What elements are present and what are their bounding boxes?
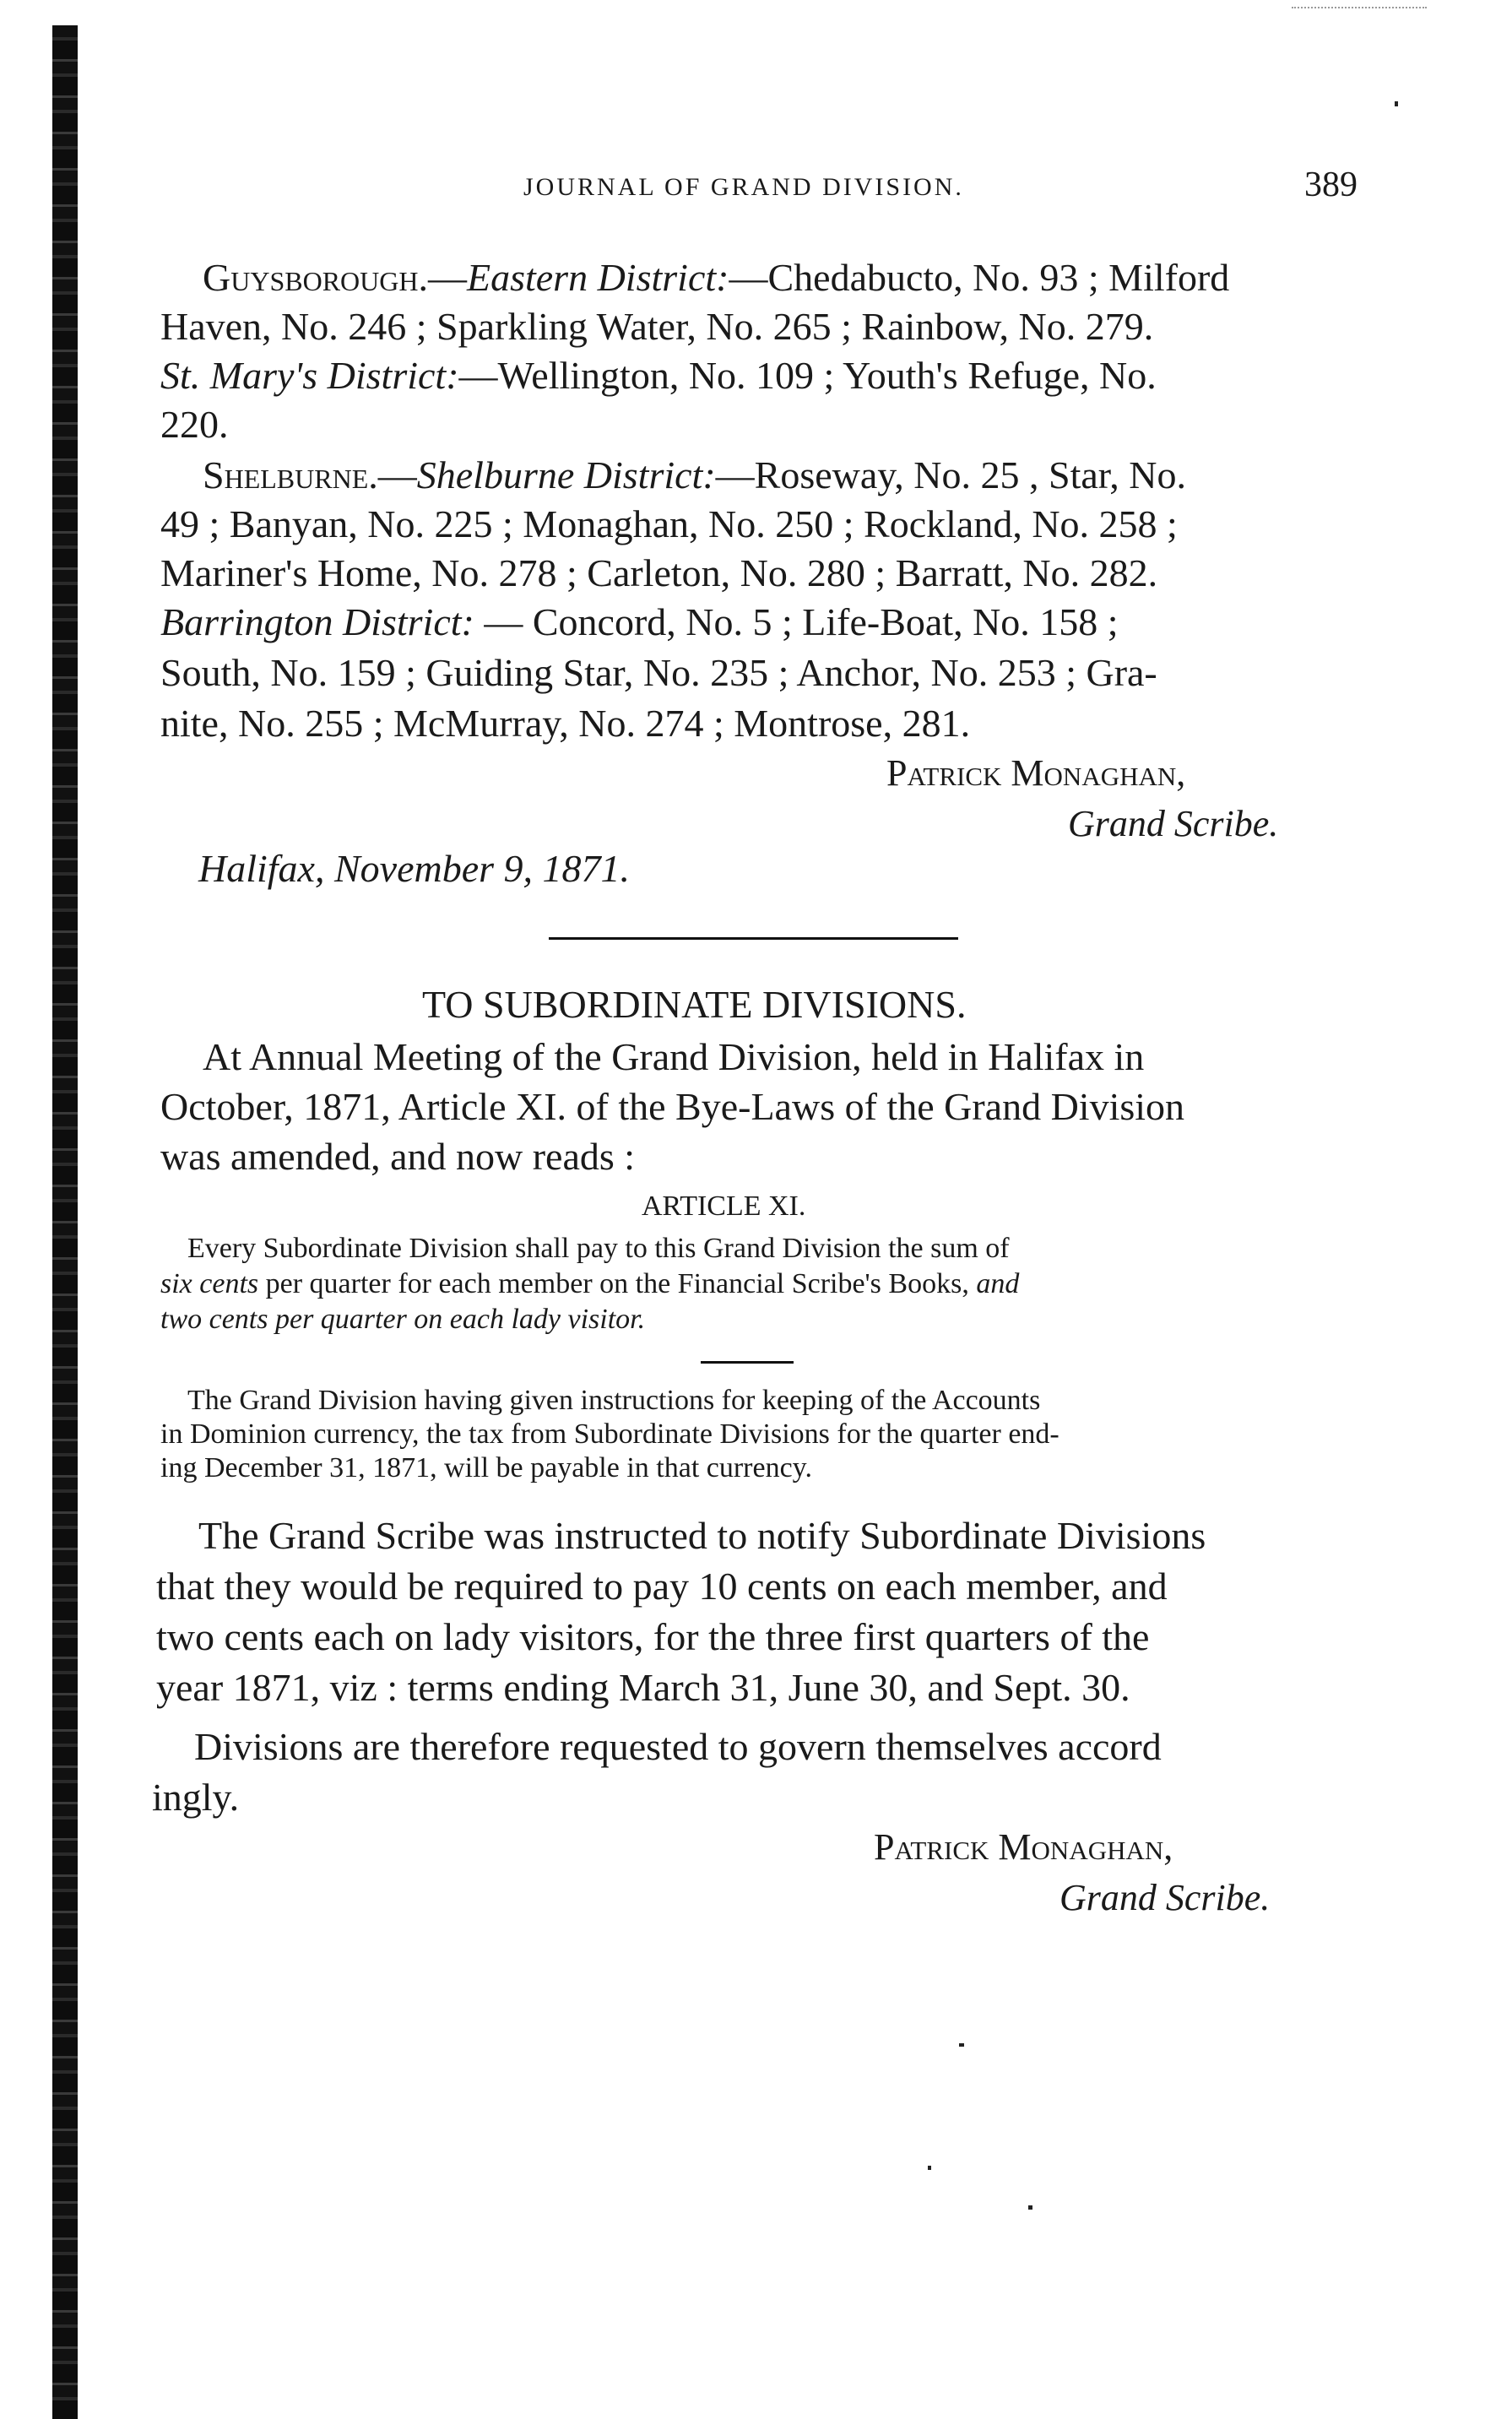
stmarys-district-text: Wellington, No. 109 ; Youth's Refuge, No. (497, 354, 1157, 397)
article-line-2 (160, 1268, 1019, 1300)
section-heading: TO SUBORDINATE DIVISIONS. (422, 983, 967, 1026)
barrington-line: Barrington District: — Concord, No. 5 ; Life-Boat, No. 158 ; (160, 600, 1119, 643)
stmarys-tail: 220. (160, 403, 229, 446)
shelburne-district-text: Roseway, No. 25 , Star, No. (754, 453, 1187, 496)
intro-line-2: October, 1871, Article XI. of the Bye-Laws of the Grand Division (160, 1085, 1185, 1128)
note-line-3: ing December 31, 1871, will be payable in that currency. (160, 1452, 812, 1483)
short-divider (701, 1361, 794, 1364)
note-line-1: The Grand Division having given instructions for keeping of the Accounts (187, 1385, 1041, 1416)
barrington-cont-1: South, No. 159 ; Guiding Star, No. 235 ; Anchor, No. 253 ; Gra- (160, 651, 1157, 694)
place-date: Halifax, November 9, 1871. (198, 847, 631, 890)
eastern-district-cont: Haven, No. 246 ; Sparkling Water, No. 265 ; Rainbow, No. 279. (160, 305, 1154, 348)
signature-name-1: Patrick Monaghan, (886, 752, 1186, 794)
section-divider (549, 937, 958, 940)
article-six-cents: six cents (160, 1268, 259, 1299)
running-header: JOURNAL OF GRAND DIVISION. (523, 173, 964, 201)
article-title: ARTICLE XI. (642, 1191, 806, 1222)
para1-line-2: that they would be required to pay 10 cents on each member, and (156, 1565, 1168, 1608)
eastern-district-text: Chedabucto, No. 93 ; Milford (767, 256, 1230, 299)
stmarys-line: St. Mary's District:—Wellington, No. 109 ; Youth's Refuge, No. (160, 354, 1157, 397)
signature-title-1: Grand Scribe. (1068, 803, 1279, 844)
county-guysborough: Guysborough. (203, 256, 428, 299)
para1-line-4: year 1871, viz : terms ending March 31, June 30, and Sept. 30. (156, 1666, 1130, 1709)
intro-line-1: At Annual Meeting of the Grand Division, held in Halifax in (203, 1035, 1145, 1078)
barrington-district-text: Concord, No. 5 ; Life-Boat, No. 158 ; (532, 600, 1119, 643)
shelburne-cont-1: 49 ; Banyan, No. 225 ; Monaghan, No. 250 ; Rockland, No. 258 ; (160, 502, 1178, 545)
article-line-2-text: per quarter for each member on the Financial Scribe's Books, (258, 1268, 969, 1299)
barrington-district-label: Barrington District: (160, 600, 474, 643)
article-line-3: two cents per quarter on each lady visitor. (160, 1304, 646, 1335)
signature-title-2: Grand Scribe. (1059, 1877, 1271, 1918)
county-shelburne: Shelburne. (203, 453, 378, 496)
para1-line-3: two cents each on lady visitors, for the three first quarters of the (156, 1615, 1150, 1658)
shelburne-cont-2: Mariner's Home, No. 278 ; Carleton, No. 280 ; Barratt, No. 282. (160, 551, 1158, 594)
book-binding-edge (52, 25, 78, 2419)
article-line-1: Every Subordinate Division shall pay to this Grand Division the sum of (187, 1233, 1010, 1264)
para1-line-1: The Grand Scribe was instructed to notify Subordinate Divisions (198, 1514, 1206, 1557)
barrington-cont-2: nite, No. 255 ; McMurray, No. 274 ; Montrose, 281. (160, 702, 971, 745)
print-speck (1395, 101, 1398, 106)
stmarys-district-label: St. Mary's District: (160, 354, 459, 397)
para2-line-1: Divisions are therefore requested to govern themselves accord (194, 1725, 1162, 1768)
signature-name-2: Patrick Monaghan, (874, 1826, 1173, 1868)
guysborough-line: Guysborough.—Eastern District:—Chedabucto, No. 93 ; Milford (203, 256, 1230, 299)
print-speck (959, 2043, 964, 2047)
para2-line-2: ingly. (152, 1776, 240, 1819)
print-speck (928, 2166, 931, 2170)
shelburne-district-label: Shelburne District: (416, 453, 716, 496)
shelburne-line: Shelburne.—Shelburne District:—Roseway, No. 25 , Star, No. (203, 453, 1187, 496)
note-line-2: in Dominion currency, the tax from Subordinate Divisions for the quarter end- (160, 1418, 1059, 1450)
intro-line-3: was amended, and now reads : (160, 1135, 636, 1178)
corner-scan-mark (1292, 7, 1427, 8)
page-number: 389 (1304, 165, 1358, 204)
article-and: and (968, 1268, 1020, 1299)
eastern-district-label: Eastern District: (466, 256, 729, 299)
print-speck (1028, 2205, 1032, 2210)
